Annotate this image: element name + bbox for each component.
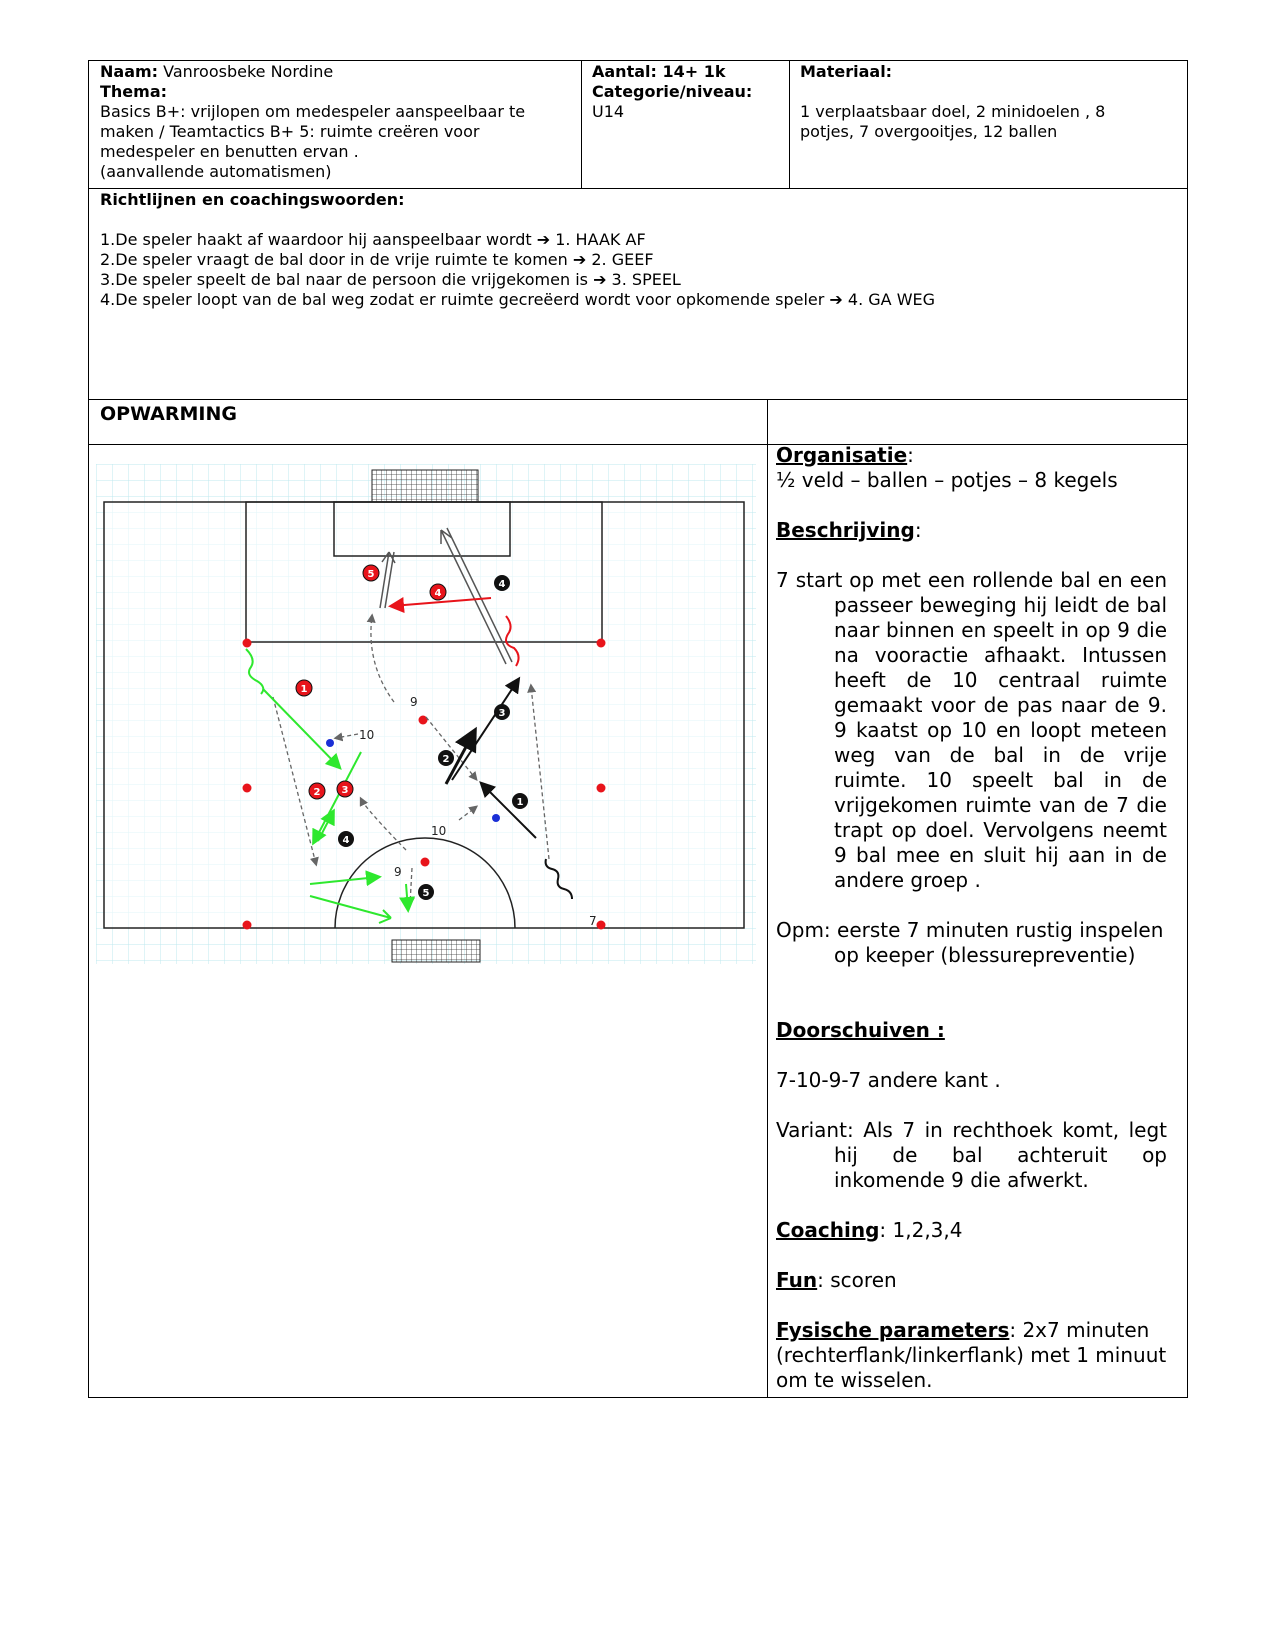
svg-text:4: 4 <box>434 588 442 599</box>
materiaal-line2: potjes, 7 overgooitjes, 12 ballen <box>800 122 1058 141</box>
richtlijnen-title: Richtlijnen en coachingswoorden: <box>100 190 405 209</box>
black-marker-4 <box>494 575 510 591</box>
materiaal-label: Materiaal: <box>800 62 893 81</box>
organisatie-value: ½ veld – ballen – potjes – 8 kegels <box>776 468 1118 492</box>
aantal-cell <box>592 62 782 122</box>
fun-value: : scoren <box>817 1268 897 1292</box>
thema-line2: maken / Teamtactics B+ 5: ruimte creëren voor <box>100 122 480 141</box>
fysische-value: : 2x7 minuten (rechterflank/linkerflank) met 1 minuut om te wisselen. <box>776 1318 1167 1392</box>
player-9b-dot <box>421 858 430 867</box>
naam-thema-cell <box>100 62 570 182</box>
label-9b: 9 <box>394 865 402 879</box>
naam-value: Vanroosbeke Nordine <box>163 62 334 81</box>
beschrijving-label: Beschrijving <box>776 518 915 542</box>
coaching-value: : 1,2,3,4 <box>879 1218 963 1242</box>
black-marker-2 <box>438 750 454 766</box>
variant-text: Variant: Als 7 in rechthoek komt, legt hij de bal achteruit op inkomende 9 die afwerkt. <box>776 1118 1167 1192</box>
top-goal-net <box>372 470 478 502</box>
label-10b: 10 <box>431 824 447 838</box>
thema-label: Thema: <box>100 82 168 101</box>
fysische-label: Fysische parameters <box>776 1318 1010 1342</box>
coaching-label: Coaching <box>776 1218 880 1242</box>
richtlijn-item: 4.De speler loopt van de bal weg zodat er ruimte gecreëerd wordt voor opkomende speler ➔ 4. GA WEG <box>100 290 936 309</box>
label-10: 10 <box>359 728 375 742</box>
red-marker-1 <box>296 680 312 696</box>
cone <box>243 639 252 648</box>
black-marker-5 <box>418 884 434 900</box>
organisatie-label: Organisatie <box>776 443 908 467</box>
opm-text: Opm: eerste 7 minuten rustig inspelen op keeper (blessurepreventie) <box>776 918 1164 967</box>
categorie-value: U14 <box>592 102 625 121</box>
beschrijving-text: 7 start op met een rollende bal en een passeer beweging hij leidt de bal naar binnen en speelt in op 9 die na vooractie afhaakt. Intussen heeft de 10 centraal ruimte gemaakt voor de pas naar de 9. 9 kaatst op 10 en loopt meteen weg van de bal in de vrije ruimte. 10 speelt bal in de vrijgekomen ruimte van de 7 die trapt op doel. Vervolgens neemt 9 bal mee en sluit hij aan in de andere groep . <box>776 568 1167 892</box>
richtlijn-item: 1.De speler haakt af waardoor hij aanspeelbaar wordt ➔ 1. HAAK AF <box>100 230 646 249</box>
fun-label: Fun <box>776 1268 818 1292</box>
materiaal-line1: 1 verplaatsbaar doel, 2 minidoelen , 8 <box>800 102 1106 121</box>
red-marker-2 <box>309 783 325 799</box>
svg-text:5: 5 <box>367 569 375 580</box>
richtlijnen-content <box>100 190 1180 310</box>
richtlijn-item: 3.De speler speelt de bal naar de persoon die vrijgekomen is ➔ 3. SPEEL <box>100 270 681 289</box>
red-marker-3 <box>337 781 353 797</box>
doorschuiven-label: Doorschuiven : <box>776 1018 945 1042</box>
svg-text:4: 4 <box>498 579 506 590</box>
ball <box>492 814 500 822</box>
label-9: 9 <box>410 695 418 709</box>
aantal-label: Aantal: 14+ 1k <box>592 62 726 81</box>
black-marker-3 <box>494 704 510 720</box>
ball <box>326 739 334 747</box>
categorie-label: Categorie/niveau: <box>592 82 753 101</box>
exercise-diagram <box>96 464 756 964</box>
bottom-goal-net <box>392 940 480 962</box>
info-column: Organisatie: ½ veld – ballen – potjes – 8 kegels Beschrijving: 7 start op met een rollende bal en een passeer beweging hij leidt de bal naar binnen en speelt in op 9 die na vooractie afhaakt. Intussen heeft de 10 centraal ruimte gemaakt voor de pas naar de 9. 9 kaatst op 10 en loopt meteen weg van de bal in de vrije ruimte. 10 speelt bal in de vrijgekomen ruimte van de 7 die trapt op doel. Vervolgens neemt 9 bal mee en sluit hij aan in de andere groep . Opm: eerste 7 minuten rustig inspelen op keeper (blessurepreventie) Doorschuiven : 7-10-9-7 andere kant . Variant: Als 7 in rechthoek komt, legt hij de bal achteruit op inkomende 9 die afwerkt. Coaching: 1,2,3,4 Fun: scoren Fysische parameters: 2x7 minuten (rechterflank/linkerflank) met 1 minuut om te wisselen. <box>776 443 1167 1392</box>
player-9-dot <box>419 716 428 725</box>
materiaal-cell <box>800 62 1180 142</box>
richtlijn-item: 2.De speler vraagt de bal door in de vrije ruimte te komen ➔ 2. GEEF <box>100 250 654 269</box>
red-marker-4 <box>430 584 446 600</box>
black-marker-4b <box>338 831 354 847</box>
svg-text:3: 3 <box>498 708 506 719</box>
doorschuiven-value: 7-10-9-7 andere kant . <box>776 1068 1001 1092</box>
naam-label: Naam: <box>100 62 159 81</box>
svg-text:5: 5 <box>422 888 430 899</box>
red-marker-5 <box>363 565 379 581</box>
thema-line3: medespeler en benutten ervan . <box>100 142 359 161</box>
thema-line1: Basics B+: vrijlopen om medespeler aanspeelbaar te <box>100 102 526 121</box>
svg-text:4: 4 <box>342 835 350 846</box>
cone <box>243 784 252 793</box>
cone <box>243 921 252 930</box>
svg-text:1: 1 <box>516 797 524 808</box>
cone <box>597 784 606 793</box>
label-7: 7 <box>589 914 597 928</box>
section-title: OPWARMING <box>100 403 237 425</box>
svg-text:3: 3 <box>341 785 349 796</box>
thema-line4: (aanvallende automatismen) <box>100 162 332 181</box>
svg-text:2: 2 <box>313 787 321 798</box>
cone <box>597 639 606 648</box>
cone <box>597 921 606 930</box>
black-marker-1 <box>512 793 528 809</box>
svg-text:2: 2 <box>442 754 450 765</box>
svg-text:1: 1 <box>300 684 308 695</box>
